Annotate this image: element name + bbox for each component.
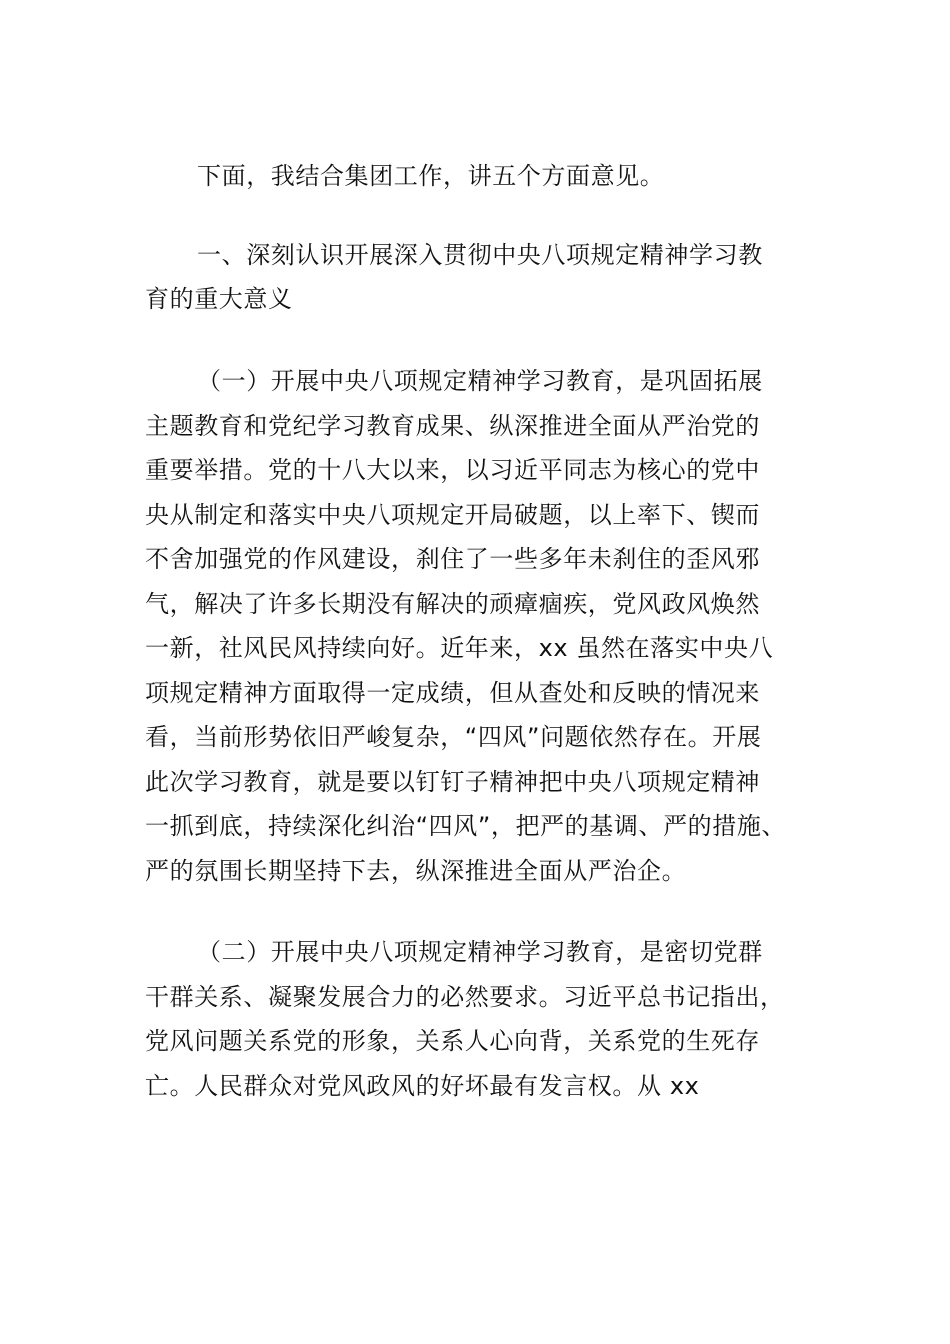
paragraph-1-line: 看，当前形势依旧严峻复杂，“四风”问题依然存在。开展	[145, 723, 762, 751]
intro-line: 下面，我结合集团工作，讲五个方面意见。	[197, 162, 665, 190]
paragraph-1-line: 重要举措。党的十八大以来，以习近平同志为核心的党中	[145, 456, 760, 484]
paragraph-2-line: 党风问题关系党的形象，关系人心向背，关系党的生死存	[145, 1027, 760, 1055]
paragraph-2-line: 干群关系、凝聚发展合力的必然要求。习近平总书记指出，	[145, 983, 785, 1011]
paragraph-1-line: 央从制定和落实中央八项规定开局破题，以上率下、锲而	[145, 501, 760, 529]
paragraph-1-line: 气，解决了许多长期没有解决的顽瘴痼疾，党风政风焕然	[145, 590, 760, 618]
section-heading-line: 育的重大意义	[145, 285, 293, 313]
paragraph-1-line: 项规定精神方面取得一定成绩，但从查处和反映的情况来	[145, 679, 760, 707]
paragraph-1-line: 严的氛围长期坚持下去，纵深推进全面从严治企。	[145, 857, 687, 885]
paragraph-1-line: （一）开展中央八项规定精神学习教育，是巩固拓展	[197, 367, 763, 395]
paragraph-1-line: 一新，社风民风持续向好。近年来，xx 虽然在落实中央八	[145, 634, 774, 662]
paragraph-1-line: 一抓到底，持续深化纠治“四风”，把严的基调、严的措施、	[145, 812, 787, 840]
paragraph-1-line: 此次学习教育，就是要以钉钉子精神把中央八项规定精神	[145, 768, 760, 796]
paragraph-1-line: 主题教育和党纪学习教育成果、纵深推进全面从严治党的	[145, 412, 760, 440]
paragraph-1-line: 不舍加强党的作风建设，刹住了一些多年未刹住的歪风邪	[145, 545, 760, 573]
paragraph-2-line: （二）开展中央八项规定精神学习教育，是密切党群	[197, 938, 763, 966]
section-heading-line: 一、深刻认识开展深入贯彻中央八项规定精神学习教	[197, 241, 763, 269]
paragraph-2-line: 亡。人民群众对党风政风的好坏最有发言权。从 xx	[145, 1072, 700, 1100]
